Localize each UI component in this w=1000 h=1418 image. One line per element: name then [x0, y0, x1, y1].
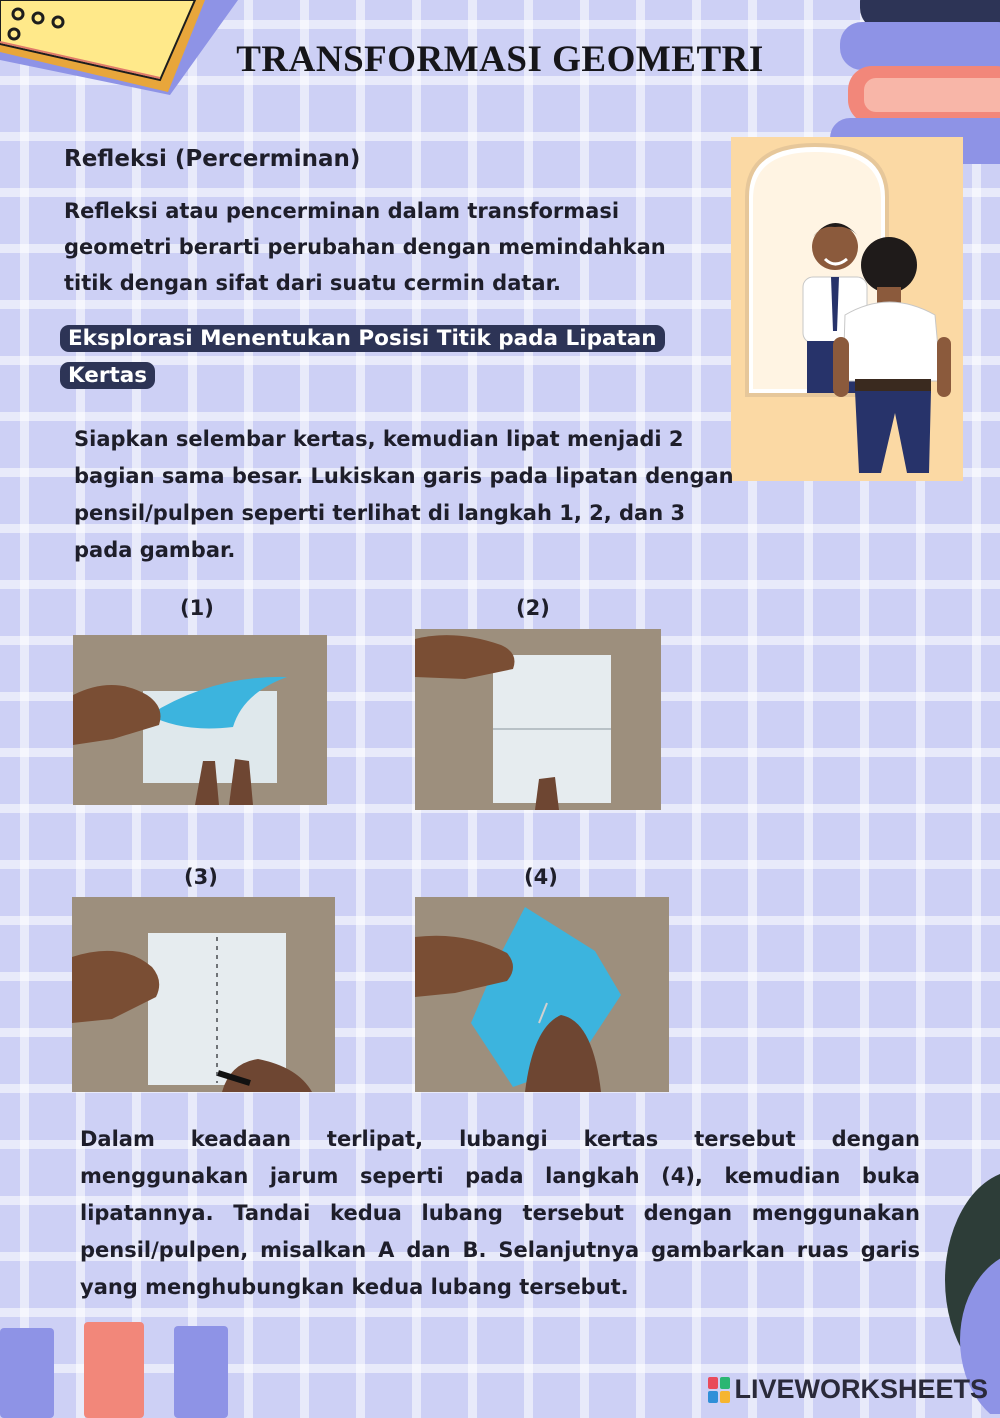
page-title: TRANSFORMASI GEOMETRI [236, 39, 764, 80]
closing-paragraph: Dalam keadaan terlipat, lubangi kertas tersebut dengan menggunakan jarum seperti pada langkah (4), kemudian buka lipatannya. Tandai kedua lubang tersebut dengan menggunakan pensil/pulpen, misalkan A dan B. Selanjutnya gambarkan ruas garis yang menghubungkan kedua lubang tersebut. [80, 1127, 920, 1299]
brand-name: LIVEWORKSHEETS [734, 1374, 988, 1404]
step-label-1: (1) [180, 596, 214, 620]
bottom-bar-decoration [84, 1322, 144, 1418]
step-label-3: (3) [184, 865, 218, 889]
step-3-photo [72, 897, 335, 1092]
section-subtitle: Refleksi (Percerminan) [64, 146, 361, 172]
liveworksheets-icon [708, 1377, 730, 1403]
step-1-photo [73, 635, 327, 805]
instructions-paragraph: Siapkan selembar kertas, kemudian lipat menjadi 2 bagian sama besar. Lukiskan garis pada lipatan dengan pensil/pulpen seperti terlihat di langkah 1, 2, dan 3 pada gambar. [74, 427, 734, 562]
bottom-bar-decoration [174, 1326, 228, 1418]
step-label-4: (4) [524, 865, 558, 889]
mirror-illustration [731, 137, 963, 481]
intro-paragraph: Refleksi atau pencerminan dalam transformasi geometri berarti perubahan dengan memindahkan titik dengan sifat dari suatu cermin datar. [64, 199, 666, 295]
step-4-photo [415, 897, 669, 1092]
bottom-bar-decoration [0, 1328, 54, 1418]
step-label-2: (2) [516, 596, 550, 620]
activity-title: Eksplorasi Menentukan Posisi Titik pada Lipatan Kertas [60, 325, 665, 389]
activity-banner [60, 320, 720, 394]
brand-logo [708, 1374, 988, 1405]
step-2-photo [415, 629, 661, 810]
